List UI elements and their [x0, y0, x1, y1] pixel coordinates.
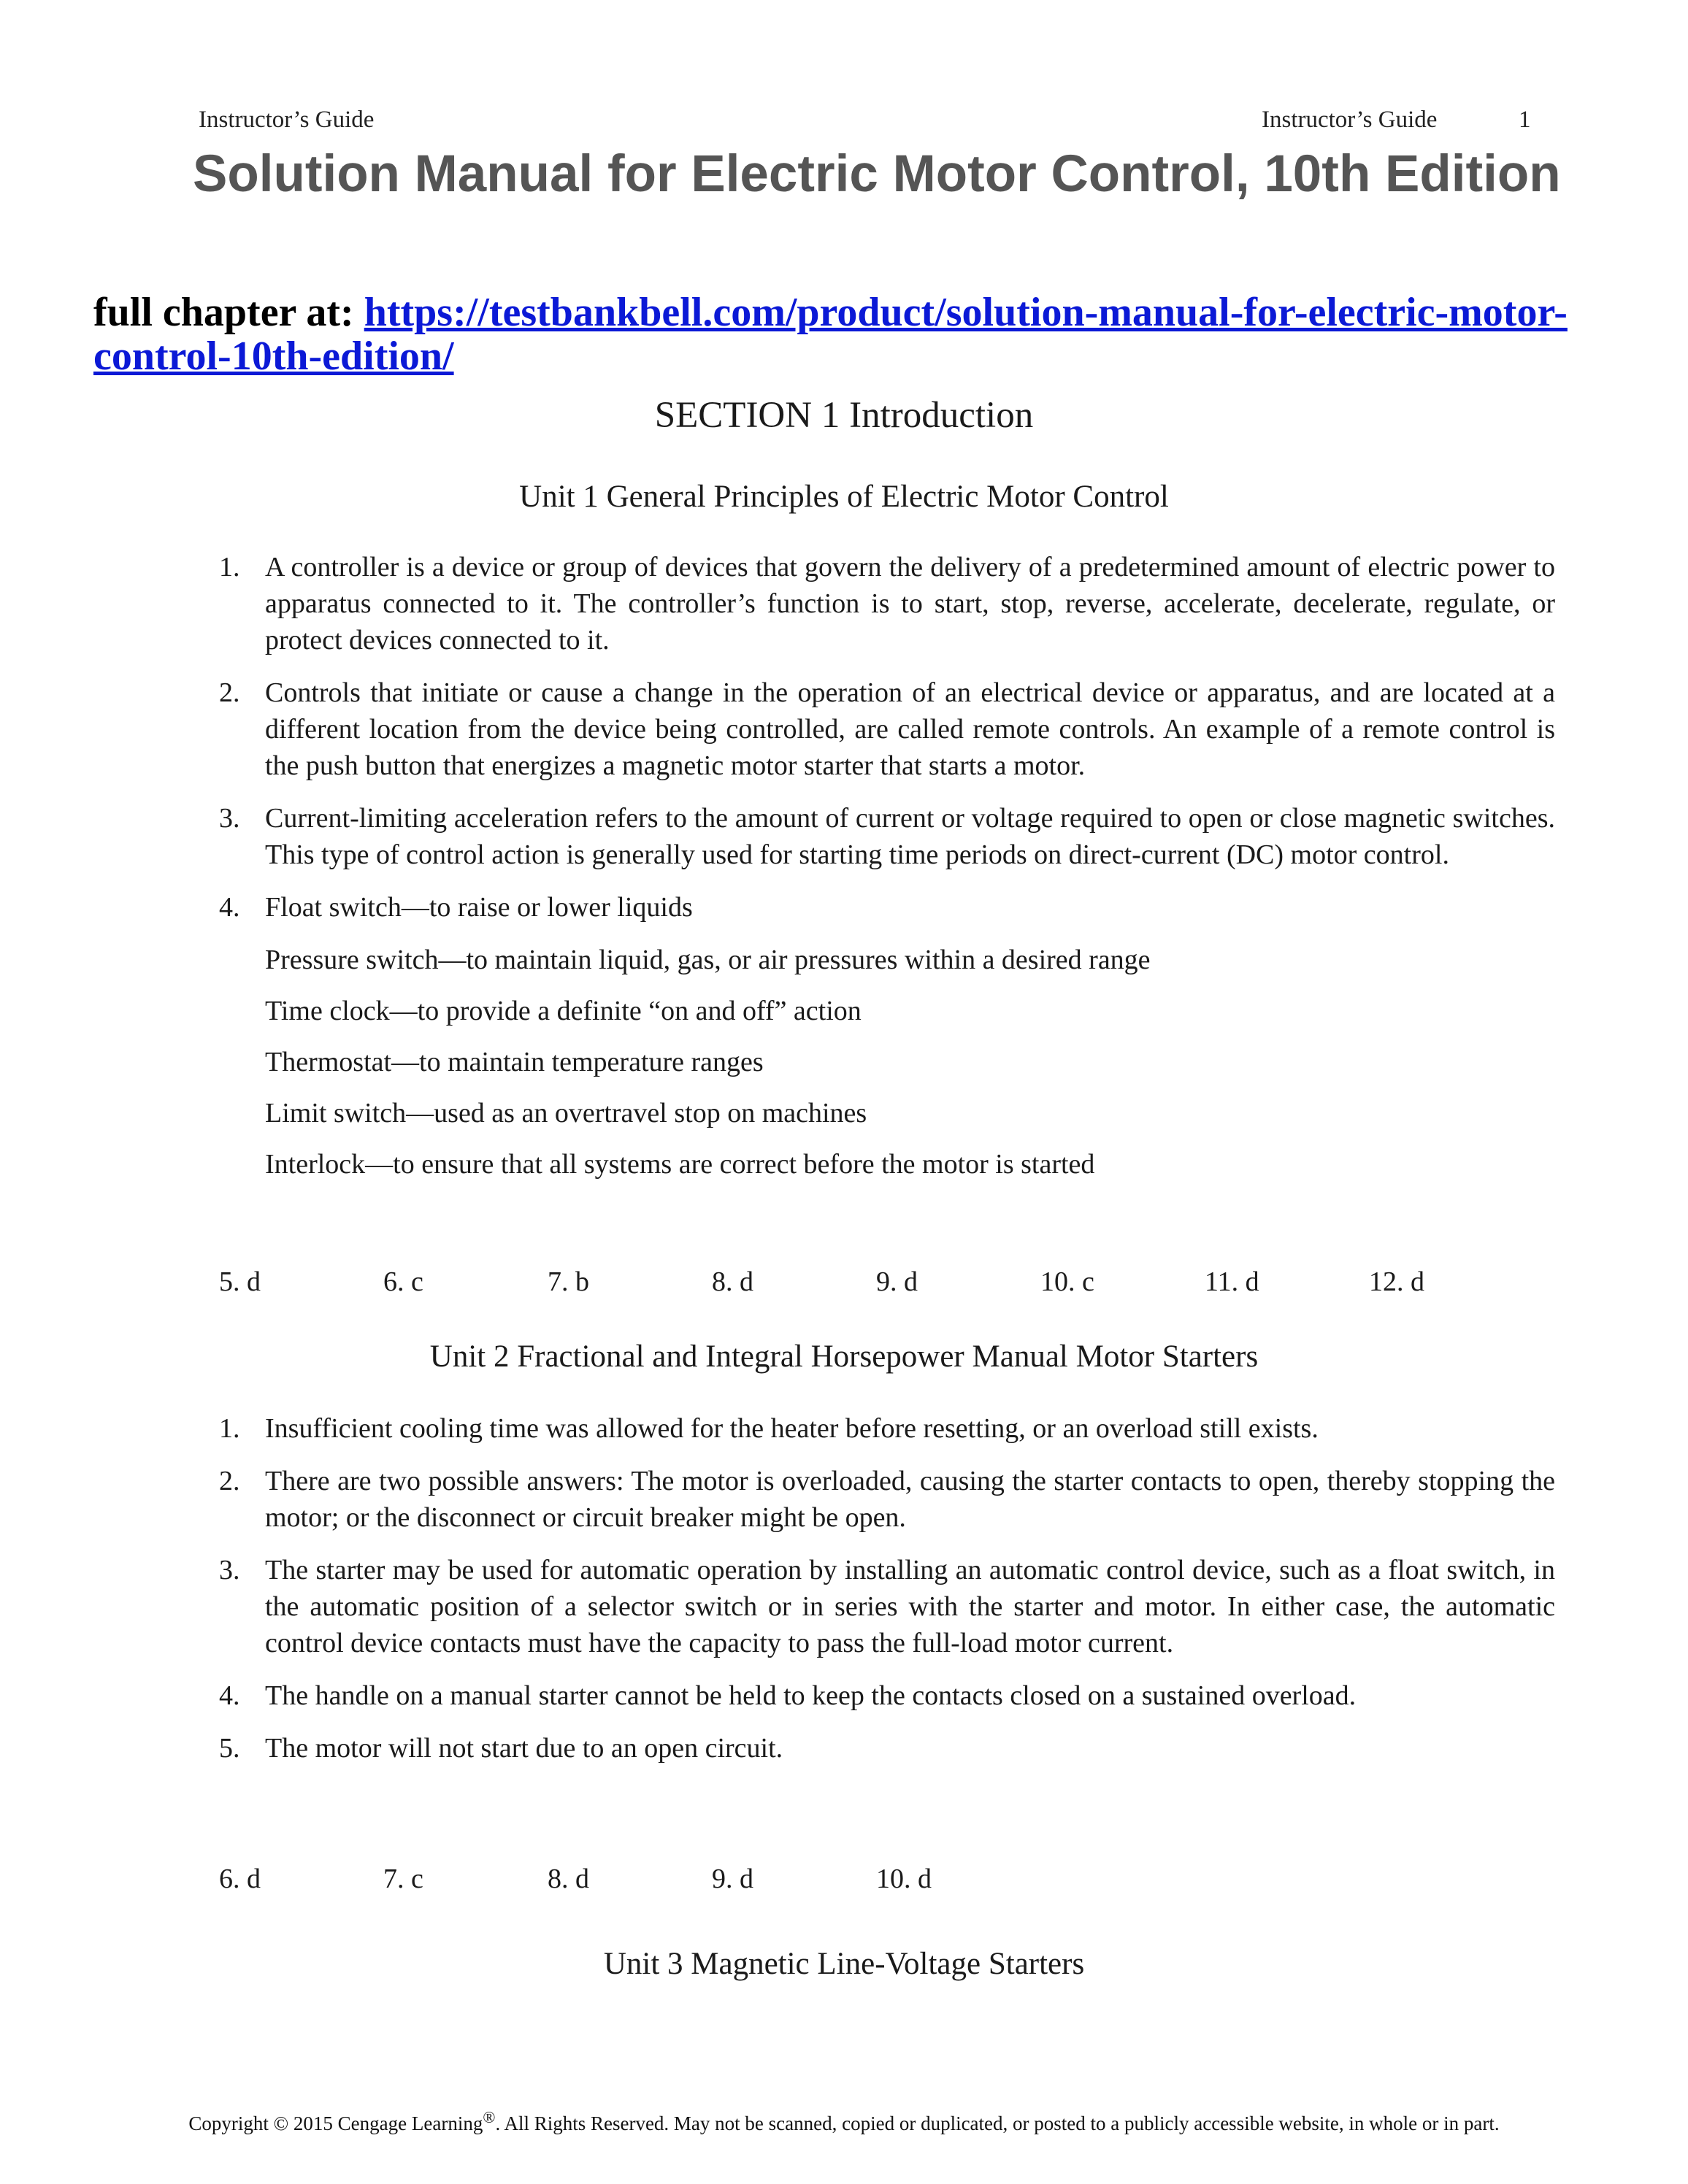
running-header-right: Instructor’s Guide — [1262, 107, 1438, 133]
document-title: Solution Manual for Electric Motor Control, 10th Edition — [193, 145, 1561, 203]
list-item — [219, 1552, 1555, 1661]
answer: 10. c — [1040, 1266, 1094, 1297]
answer: 9. d — [876, 1266, 918, 1297]
item-text: Float switch—to raise or lower liquids — [265, 892, 693, 923]
list-continuation: Limit switch—used as an overtravel stop on machines — [265, 1098, 867, 1128]
answer: 5. d — [219, 1266, 261, 1297]
unit-3-title: Unit 3 Magnetic Line-Voltage Starters — [603, 1947, 1085, 1981]
item-text: There are two possible answers: The motor is overloaded, causing the starter contacts to open, thereby stopping the motor; or the disconnect or circuit breaker might be open. — [265, 1466, 1555, 1533]
item-text: A controller is a device or group of devices that govern the delivery of a predetermined amount of electric power to apparatus connected to it. The controller’s function is to start, stop, reverse, accelerate, decelerate, regulate, or protect devices connected to it. — [265, 552, 1555, 655]
list-item — [219, 1730, 1555, 1766]
list-item — [219, 889, 1555, 926]
answer: 8. d — [712, 1266, 753, 1297]
answer: 7. b — [548, 1266, 589, 1297]
answer: 6. d — [219, 1864, 261, 1894]
answer: 12. d — [1369, 1266, 1424, 1297]
list-item — [219, 1410, 1555, 1447]
list-item — [219, 1677, 1555, 1714]
item-number: 2. — [219, 677, 240, 708]
unit-2-title: Unit 2 Fractional and Integral Horsepower Manual Motor Starters — [429, 1339, 1259, 1374]
list-continuation: Time clock—to provide a definite “on and off” action — [265, 996, 862, 1026]
answer: 7. c — [383, 1864, 423, 1894]
item-number: 1. — [219, 1413, 240, 1444]
running-header-left: Instructor’s Guide — [199, 107, 375, 133]
list-continuation: Interlock—to ensure that all systems are correct before the motor is started — [265, 1149, 1095, 1180]
item-number: 4. — [219, 892, 240, 923]
item-text: The motor will not start due to an open circuit. — [265, 1733, 783, 1764]
item-number: 3. — [219, 1555, 240, 1585]
item-number: 5. — [219, 1733, 240, 1764]
copyright-footer — [0, 2108, 1688, 2135]
unit-1-list — [219, 549, 1555, 1197]
item-number: 3. — [219, 803, 240, 834]
answer: 6. c — [383, 1266, 423, 1297]
item-text: The starter may be used for automatic operation by installing an automatic control device, such as a float switch, in the automatic position of a selector switch or in series with the starter and motor. In either case, the automatic control device contacts must have the capacity to pass the full-load motor current. — [265, 1555, 1555, 1658]
section-title: SECTION 1 Introduction — [654, 395, 1034, 436]
list-item — [219, 1463, 1555, 1536]
chapter-link-line — [93, 291, 1612, 378]
item-text: The handle on a manual starter cannot be held to keep the contacts closed on a sustained overload. — [265, 1680, 1357, 1711]
item-number: 4. — [219, 1680, 240, 1711]
unit-1-title: Unit 1 General Principles of Electric Motor Control — [519, 480, 1169, 514]
chapter-url-link[interactable]: https://testbankbell.com/product/solution-manual-for-electric-motor-control-10th-edition/ — [93, 290, 1568, 379]
item-text: Current-limiting acceleration refers to the amount of current or voltage required to open or close magnetic switches. This type of control action is generally used for starting time periods on direct-current (DC) motor control. — [265, 803, 1555, 870]
footer-text-start: Copyright © 2015 Cengage Learning — [188, 2112, 483, 2134]
answer: 11. d — [1205, 1266, 1259, 1297]
answer: 8. d — [548, 1864, 589, 1894]
page-number: 1 — [1519, 107, 1531, 133]
unit-2-list — [219, 1410, 1555, 1783]
unit-2-answers — [219, 1863, 1555, 1899]
item-text: Controls that initiate or cause a change in the operation of an electrical device or apparatus, and are located at a different location from the device being controlled, are called remote controls. An example of a remote control is the push button that energizes a magnetic motor starter that starts a motor. — [265, 677, 1555, 781]
item-number: 1. — [219, 552, 240, 582]
unit-1-answers — [219, 1266, 1555, 1302]
answer: 10. d — [876, 1864, 932, 1894]
item-text: Insufficient cooling time was allowed for the heater before resetting, or an overload still exists. — [265, 1413, 1319, 1444]
registered-mark: ® — [483, 2108, 496, 2126]
list-continuation: Pressure switch—to maintain liquid, gas, or air pressures within a desired range — [265, 945, 1151, 975]
list-item — [219, 549, 1555, 658]
list-item — [219, 674, 1555, 784]
chapter-label: full chapter at: — [93, 290, 364, 335]
item-number: 2. — [219, 1466, 240, 1496]
list-continuation: Thermostat—to maintain temperature ranges — [265, 1047, 764, 1077]
list-item — [219, 800, 1555, 873]
footer-text-end: . All Rights Reserved. May not be scanned, copied or duplicated, or posted to a publicly accessible website, in whole or in part. — [495, 2112, 1500, 2134]
answer: 9. d — [712, 1864, 753, 1894]
